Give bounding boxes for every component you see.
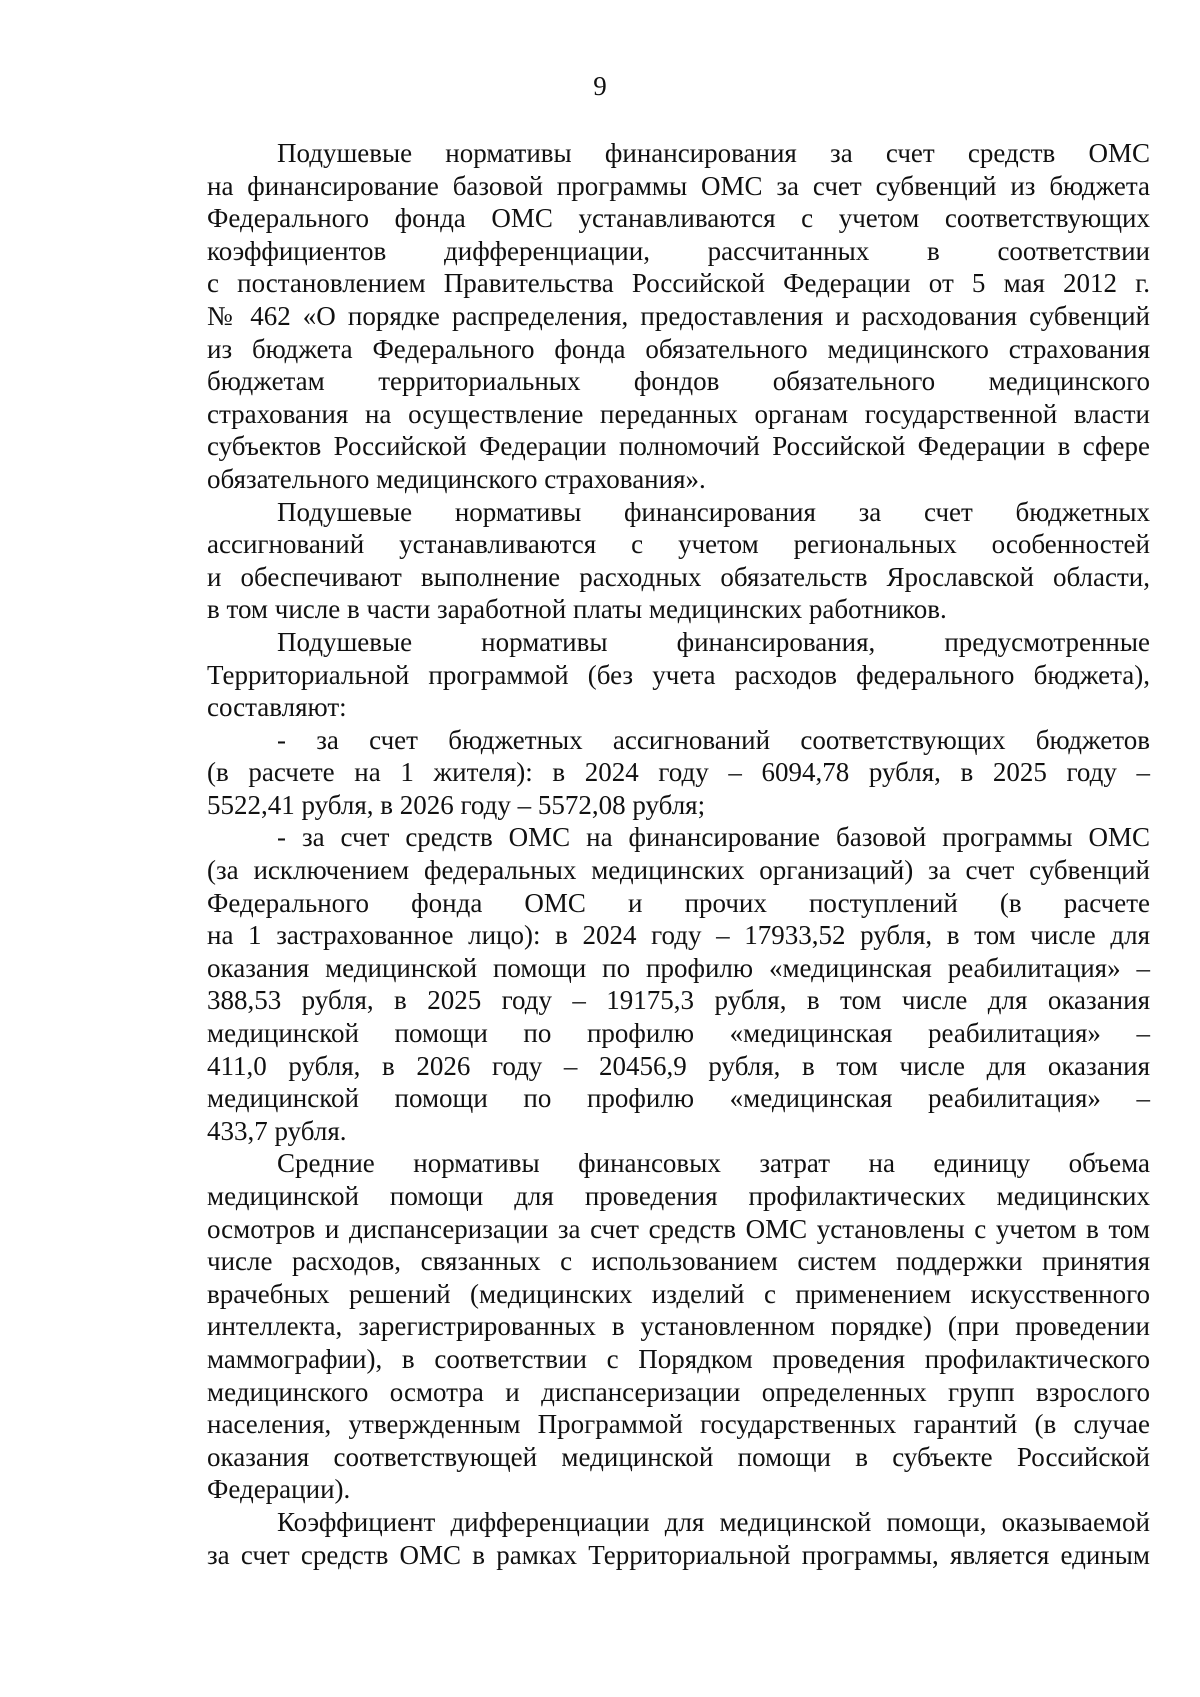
text-line: Коэффициент дифференциации для медицинской помощи, оказываемой xyxy=(277,1506,1150,1537)
text-line: ассигнований устанавливаются с учетом региональных особенностей xyxy=(207,529,1150,560)
text-line: коэффициентов дифференциации, рассчитанных в соответствии xyxy=(207,235,1150,266)
text-line: и обеспечивают выполнение расходных обязательств Ярославской области, xyxy=(207,561,1150,592)
text-line: медицинской помощи по профилю «медицинская реабилитация» – xyxy=(207,1018,1150,1049)
text-line: бюджетам территориальных фондов обязательного медицинского xyxy=(207,366,1150,397)
text-line: обязательного медицинского страхования». xyxy=(207,463,706,494)
text-line: с постановлением Правительства Российской Федерации от 5 мая 2012 г. xyxy=(207,268,1150,299)
text-line: 411,0 рубля, в 2026 году – 20456,9 рубля, в том числе для оказания xyxy=(207,1050,1150,1081)
text-line: медицинского осмотра и диспансеризации определенных групп взрослого xyxy=(207,1376,1150,1407)
list-item-oms-funds xyxy=(207,821,1150,1147)
text-line: Подушевые нормативы финансирования за счет средств ОМС xyxy=(277,138,1150,168)
text-line: числе расходов, связанных с использованием систем поддержки принятия xyxy=(207,1246,1150,1277)
text-line: в том числе в части заработной платы медицинских работников. xyxy=(207,594,947,625)
text-line: медицинской помощи для проведения профилактических медицинских xyxy=(207,1181,1150,1211)
text-line: (за исключением федеральных медицинских организаций) за счет субвенций xyxy=(207,855,1150,886)
text-line: Федерации). xyxy=(207,1474,351,1505)
text-line: 5522,41 рубля, в 2026 году – 5572,08 рубля; xyxy=(207,789,706,820)
paragraph-average-cost-norms xyxy=(207,1147,1150,1506)
text-line: страхования на осуществление переданных органам государственной власти xyxy=(207,398,1150,429)
paragraph-differentiation-coefficient xyxy=(207,1506,1150,1571)
text-line: 388,53 рубля, в 2025 году – 19175,3 рубля, в том числе для оказания xyxy=(207,985,1150,1016)
text-line: медицинской помощи по профилю «медицинская реабилитация» – xyxy=(207,1083,1150,1114)
document-body xyxy=(207,137,1150,1571)
text-line: Подушевые нормативы финансирования за счет бюджетных xyxy=(277,496,1150,527)
paragraph-subsidy-norms xyxy=(207,137,1150,496)
text-line: Средние нормативы финансовых затрат на единицу объема xyxy=(277,1148,1150,1179)
text-line: № 462 «О порядке распределения, предоставления и расходования субвенций xyxy=(207,300,1150,331)
text-line: на 1 застрахованное лицо): в 2024 году – 17933,52 рубля, в том числе для xyxy=(207,920,1150,951)
text-line: 433,7 рубля. xyxy=(207,1115,347,1146)
paragraph-budget-norms xyxy=(207,496,1150,626)
paragraph-program-norms xyxy=(207,626,1150,724)
text-line: интеллекта, зарегистрированных в установленном порядке) (при проведении xyxy=(207,1311,1150,1342)
text-line: - за счет средств ОМС на финансирование базовой программы ОМС xyxy=(277,822,1150,853)
text-line: осмотров и диспансеризации за счет средств ОМС установлены с учетом в том xyxy=(207,1213,1150,1244)
text-line: населения, утвержденным Программой государственных гарантий (в случае xyxy=(207,1409,1150,1440)
text-line: - за счет бюджетных ассигнований соответствующих бюджетов xyxy=(277,724,1150,755)
text-line: оказания соответствующей медицинской помощи в субъекте Российской xyxy=(207,1441,1150,1472)
page-number: 9 xyxy=(593,71,607,101)
text-line: (в расчете на 1 жителя): в 2024 году – 6094,78 рубля, в 2025 году – xyxy=(207,757,1150,788)
text-line: Федерального фонда ОМС и прочих поступлений (в расчете xyxy=(207,887,1150,918)
text-line: составляют: xyxy=(207,692,347,723)
text-line: маммографии), в соответствии с Порядком проведения профилактического xyxy=(207,1343,1150,1374)
text-line: врачебных решений (медицинских изделий с применением искусственного xyxy=(207,1278,1150,1309)
text-line: Федерального фонда ОМС устанавливаются с учетом соответствующих xyxy=(207,203,1150,234)
text-line: Территориальной программой (без учета расходов федерального бюджета), xyxy=(207,659,1150,690)
text-line: на финансирование базовой программы ОМС за счет субвенций из бюджета xyxy=(207,170,1150,201)
list-item-budget-allocations xyxy=(207,724,1150,822)
text-line: субъектов Российской Федерации полномочий Российской Федерации в сфере xyxy=(207,431,1150,462)
text-line: Подушевые нормативы финансирования, предусмотренные xyxy=(277,626,1150,657)
text-line: из бюджета Федерального фонда обязательного медицинского страхования xyxy=(207,333,1150,364)
text-line: за счет средств ОМС в рамках Территориальной программы, является единым xyxy=(207,1539,1150,1570)
text-line: оказания медицинской помощи по профилю «медицинская реабилитация» – xyxy=(207,952,1150,983)
